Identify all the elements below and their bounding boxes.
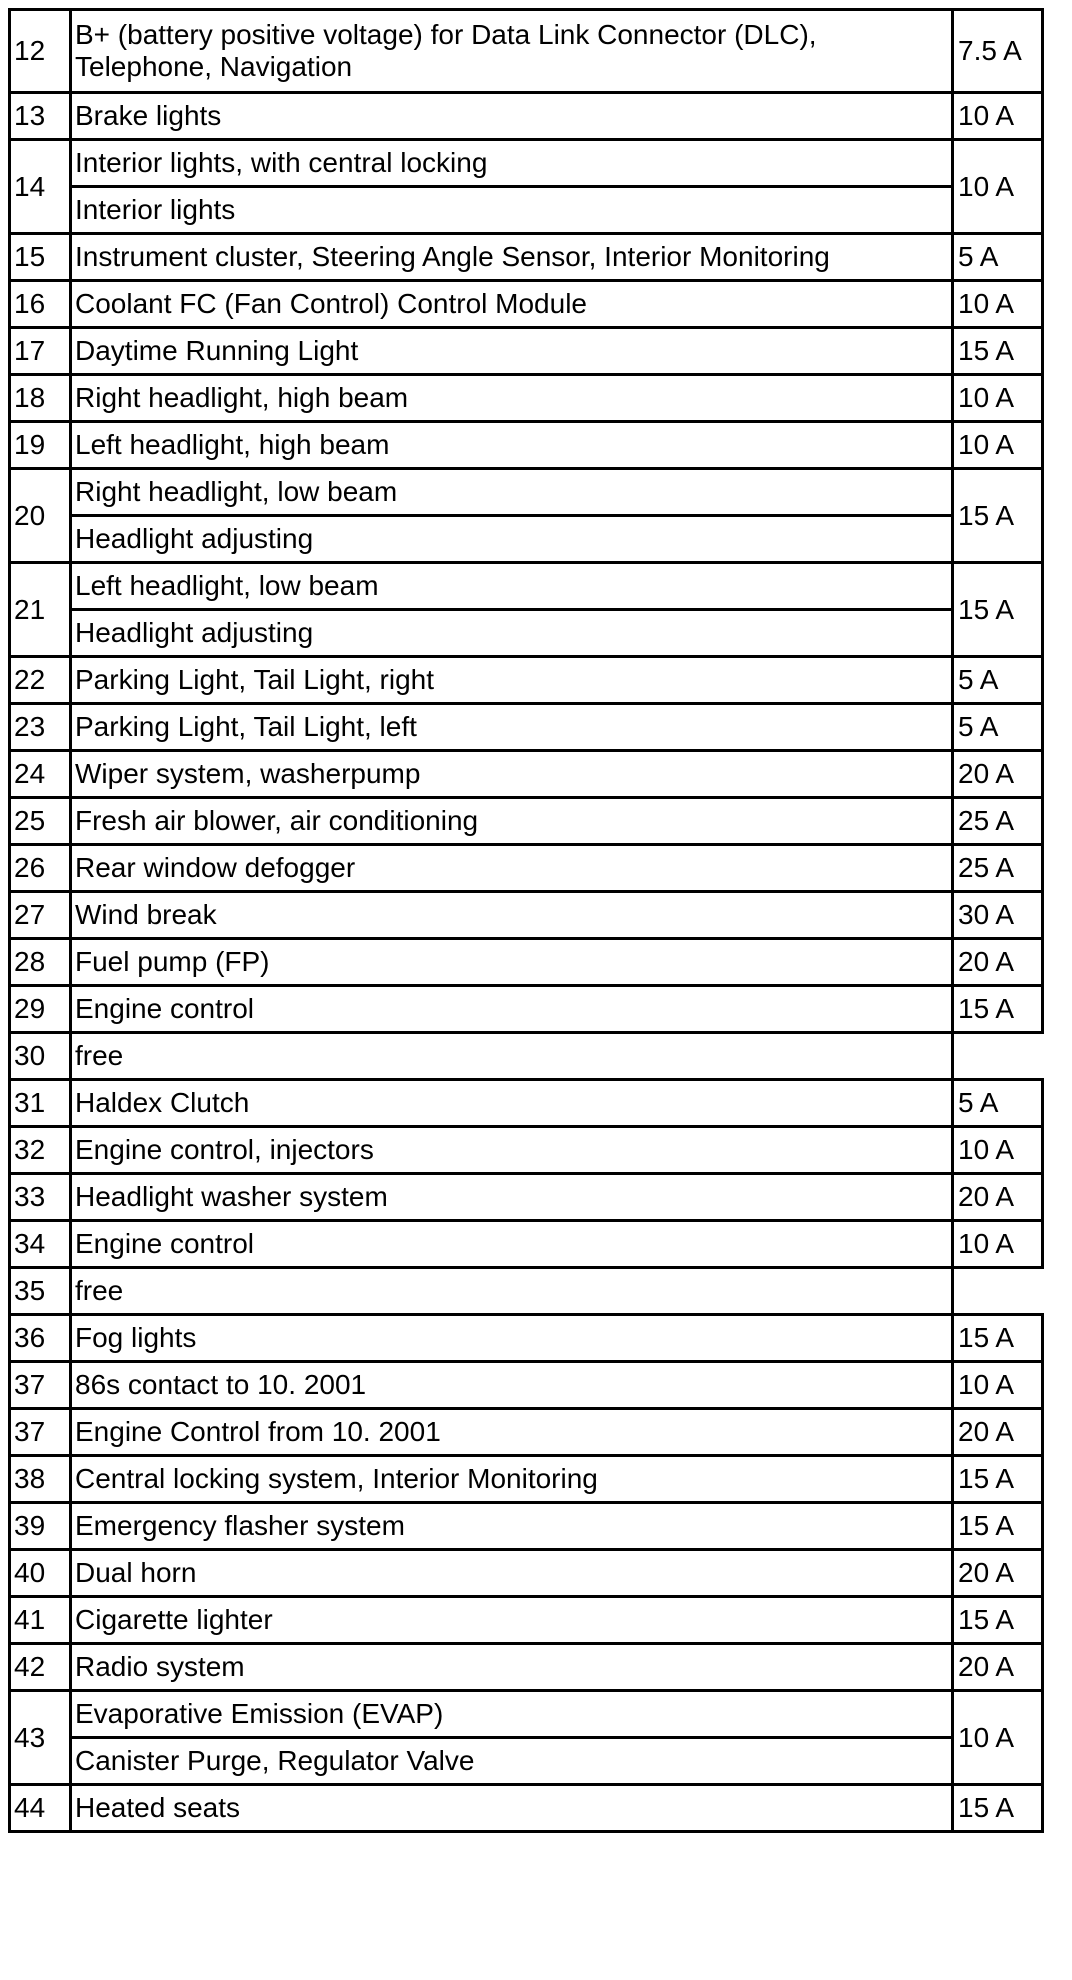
fuse-amperage: 5 A xyxy=(953,657,1043,704)
fuse-description: Wiper system, washerpump xyxy=(71,751,953,798)
fuse-description: Right headlight, high beam xyxy=(71,375,953,422)
fuse-number: 18 xyxy=(10,375,71,422)
fuse-row xyxy=(10,1738,1043,1785)
fuse-number: 34 xyxy=(10,1221,71,1268)
fuse-row xyxy=(10,1785,1043,1832)
fuse-description: Brake lights xyxy=(71,93,953,140)
fuse-amperage: 15 A xyxy=(953,1315,1043,1362)
fuse-amperage: 10 A xyxy=(953,1221,1043,1268)
fuse-number: 24 xyxy=(10,751,71,798)
fuse-row xyxy=(10,140,1043,187)
fuse-number: 37 xyxy=(10,1409,71,1456)
fuse-description: Interior lights, with central locking xyxy=(71,140,953,187)
fuse-description: Engine control xyxy=(71,986,953,1033)
fuse-description: Wind break xyxy=(71,892,953,939)
fuse-row xyxy=(10,187,1043,234)
fuse-amperage: 25 A xyxy=(953,798,1043,845)
fuse-number: 43 xyxy=(10,1691,71,1785)
fuse-amperage xyxy=(953,1033,1043,1080)
fuse-description: Headlight adjusting xyxy=(71,610,953,657)
fuse-row xyxy=(10,1550,1043,1597)
fuse-number: 26 xyxy=(10,845,71,892)
fuse-row xyxy=(10,1315,1043,1362)
fuse-number: 14 xyxy=(10,140,71,234)
fuse-description: 86s contact to 10. 2001 xyxy=(71,1362,953,1409)
fuse-number: 33 xyxy=(10,1174,71,1221)
fuse-row xyxy=(10,516,1043,563)
fuse-description: Engine control, injectors xyxy=(71,1127,953,1174)
fuse-description: Headlight adjusting xyxy=(71,516,953,563)
fuse-amperage: 20 A xyxy=(953,1409,1043,1456)
fuse-row xyxy=(10,986,1043,1033)
fuse-description: Evaporative Emission (EVAP) xyxy=(71,1691,953,1738)
fuse-row xyxy=(10,1503,1043,1550)
fuse-row xyxy=(10,1080,1043,1127)
fuse-row xyxy=(10,1644,1043,1691)
fuse-amperage: 10 A xyxy=(953,140,1043,234)
fuse-number: 30 xyxy=(10,1033,71,1080)
fuse-row xyxy=(10,939,1043,986)
fuse-row xyxy=(10,1691,1043,1738)
fuse-description: Heated seats xyxy=(71,1785,953,1832)
fuse-number: 12 xyxy=(10,10,71,93)
fuse-table xyxy=(8,8,1044,1833)
fuse-description: Engine Control from 10. 2001 xyxy=(71,1409,953,1456)
fuse-row xyxy=(10,704,1043,751)
fuse-description: Parking Light, Tail Light, left xyxy=(71,704,953,751)
fuse-number: 19 xyxy=(10,422,71,469)
fuse-description: free xyxy=(71,1033,953,1080)
fuse-row xyxy=(10,1268,1043,1315)
fuse-row xyxy=(10,657,1043,704)
fuse-description: Dual horn xyxy=(71,1550,953,1597)
fuse-row xyxy=(10,1409,1043,1456)
fuse-number: 40 xyxy=(10,1550,71,1597)
fuse-description: Fresh air blower, air conditioning xyxy=(71,798,953,845)
fuse-row xyxy=(10,328,1043,375)
fuse-row xyxy=(10,1362,1043,1409)
fuse-row xyxy=(10,1033,1043,1080)
fuse-number: 23 xyxy=(10,704,71,751)
fuse-table-body xyxy=(10,10,1043,1832)
fuse-amperage: 15 A xyxy=(953,986,1043,1033)
fuse-number: 13 xyxy=(10,93,71,140)
fuse-number: 27 xyxy=(10,892,71,939)
fuse-number: 44 xyxy=(10,1785,71,1832)
fuse-amperage: 10 A xyxy=(953,93,1043,140)
fuse-number: 31 xyxy=(10,1080,71,1127)
fuse-number: 37 xyxy=(10,1362,71,1409)
fuse-number: 25 xyxy=(10,798,71,845)
fuse-row xyxy=(10,1174,1043,1221)
fuse-row xyxy=(10,751,1043,798)
fuse-row xyxy=(10,234,1043,281)
fuse-amperage: 15 A xyxy=(953,563,1043,657)
fuse-description: Interior lights xyxy=(71,187,953,234)
fuse-description: Coolant FC (Fan Control) Control Module xyxy=(71,281,953,328)
fuse-description: Cigarette lighter xyxy=(71,1597,953,1644)
fuse-description: Right headlight, low beam xyxy=(71,469,953,516)
fuse-amperage: 7.5 A xyxy=(953,10,1043,93)
fuse-description: free xyxy=(71,1268,953,1315)
fuse-description: Fuel pump (FP) xyxy=(71,939,953,986)
fuse-row xyxy=(10,1127,1043,1174)
fuse-row xyxy=(10,469,1043,516)
fuse-amperage: 5 A xyxy=(953,1080,1043,1127)
fuse-row xyxy=(10,798,1043,845)
fuse-number: 39 xyxy=(10,1503,71,1550)
fuse-amperage: 15 A xyxy=(953,1503,1043,1550)
fuse-row xyxy=(10,563,1043,610)
fuse-description: Daytime Running Light xyxy=(71,328,953,375)
fuse-number: 15 xyxy=(10,234,71,281)
fuse-row xyxy=(10,1221,1043,1268)
fuse-amperage: 10 A xyxy=(953,1362,1043,1409)
fuse-number: 32 xyxy=(10,1127,71,1174)
fuse-number: 22 xyxy=(10,657,71,704)
fuse-amperage: 15 A xyxy=(953,328,1043,375)
fuse-amperage: 15 A xyxy=(953,1785,1043,1832)
fuse-amperage: 20 A xyxy=(953,751,1043,798)
fuse-amperage: 25 A xyxy=(953,845,1043,892)
fuse-amperage: 5 A xyxy=(953,704,1043,751)
fuse-row xyxy=(10,422,1043,469)
fuse-amperage: 10 A xyxy=(953,375,1043,422)
fuse-row xyxy=(10,281,1043,328)
fuse-amperage: 15 A xyxy=(953,1456,1043,1503)
fuse-description: Rear window defogger xyxy=(71,845,953,892)
fuse-row xyxy=(10,1597,1043,1644)
fuse-row xyxy=(10,93,1043,140)
fuse-number: 17 xyxy=(10,328,71,375)
fuse-row xyxy=(10,892,1043,939)
fuse-amperage: 20 A xyxy=(953,1174,1043,1221)
fuse-amperage: 30 A xyxy=(953,892,1043,939)
fuse-description: Fog lights xyxy=(71,1315,953,1362)
fuse-number: 38 xyxy=(10,1456,71,1503)
fuse-amperage: 5 A xyxy=(953,234,1043,281)
fuse-row xyxy=(10,375,1043,422)
fuse-description: Left headlight, high beam xyxy=(71,422,953,469)
fuse-row xyxy=(10,845,1043,892)
fuse-number: 35 xyxy=(10,1268,71,1315)
fuse-number: 29 xyxy=(10,986,71,1033)
fuse-description: Radio system xyxy=(71,1644,953,1691)
fuse-number: 21 xyxy=(10,563,71,657)
fuse-number: 16 xyxy=(10,281,71,328)
fuse-description: Headlight washer system xyxy=(71,1174,953,1221)
fuse-description: Canister Purge, Regulator Valve xyxy=(71,1738,953,1785)
fuse-amperage: 15 A xyxy=(953,1597,1043,1644)
fuse-amperage: 10 A xyxy=(953,1127,1043,1174)
fuse-description: B+ (battery positive voltage) for Data Link Connector (DLC), Telephone, Navigation xyxy=(71,10,953,93)
fuse-amperage: 10 A xyxy=(953,1691,1043,1785)
fuse-amperage: 15 A xyxy=(953,469,1043,563)
fuse-row xyxy=(10,1456,1043,1503)
fuse-description: Emergency flasher system xyxy=(71,1503,953,1550)
fuse-number: 20 xyxy=(10,469,71,563)
fuse-amperage: 10 A xyxy=(953,281,1043,328)
fuse-description: Haldex Clutch xyxy=(71,1080,953,1127)
fuse-description: Instrument cluster, Steering Angle Sensor, Interior Monitoring xyxy=(71,234,953,281)
fuse-amperage: 20 A xyxy=(953,1550,1043,1597)
fuse-number: 41 xyxy=(10,1597,71,1644)
fuse-amperage: 10 A xyxy=(953,422,1043,469)
fuse-number: 42 xyxy=(10,1644,71,1691)
fuse-row xyxy=(10,610,1043,657)
fuse-amperage: 20 A xyxy=(953,1644,1043,1691)
fuse-description: Left headlight, low beam xyxy=(71,563,953,610)
fuse-amperage: 20 A xyxy=(953,939,1043,986)
fuse-description: Parking Light, Tail Light, right xyxy=(71,657,953,704)
fuse-description: Engine control xyxy=(71,1221,953,1268)
fuse-number: 28 xyxy=(10,939,71,986)
fuse-row xyxy=(10,10,1043,93)
fuse-description: Central locking system, Interior Monitoring xyxy=(71,1456,953,1503)
fuse-number: 36 xyxy=(10,1315,71,1362)
fuse-amperage xyxy=(953,1268,1043,1315)
